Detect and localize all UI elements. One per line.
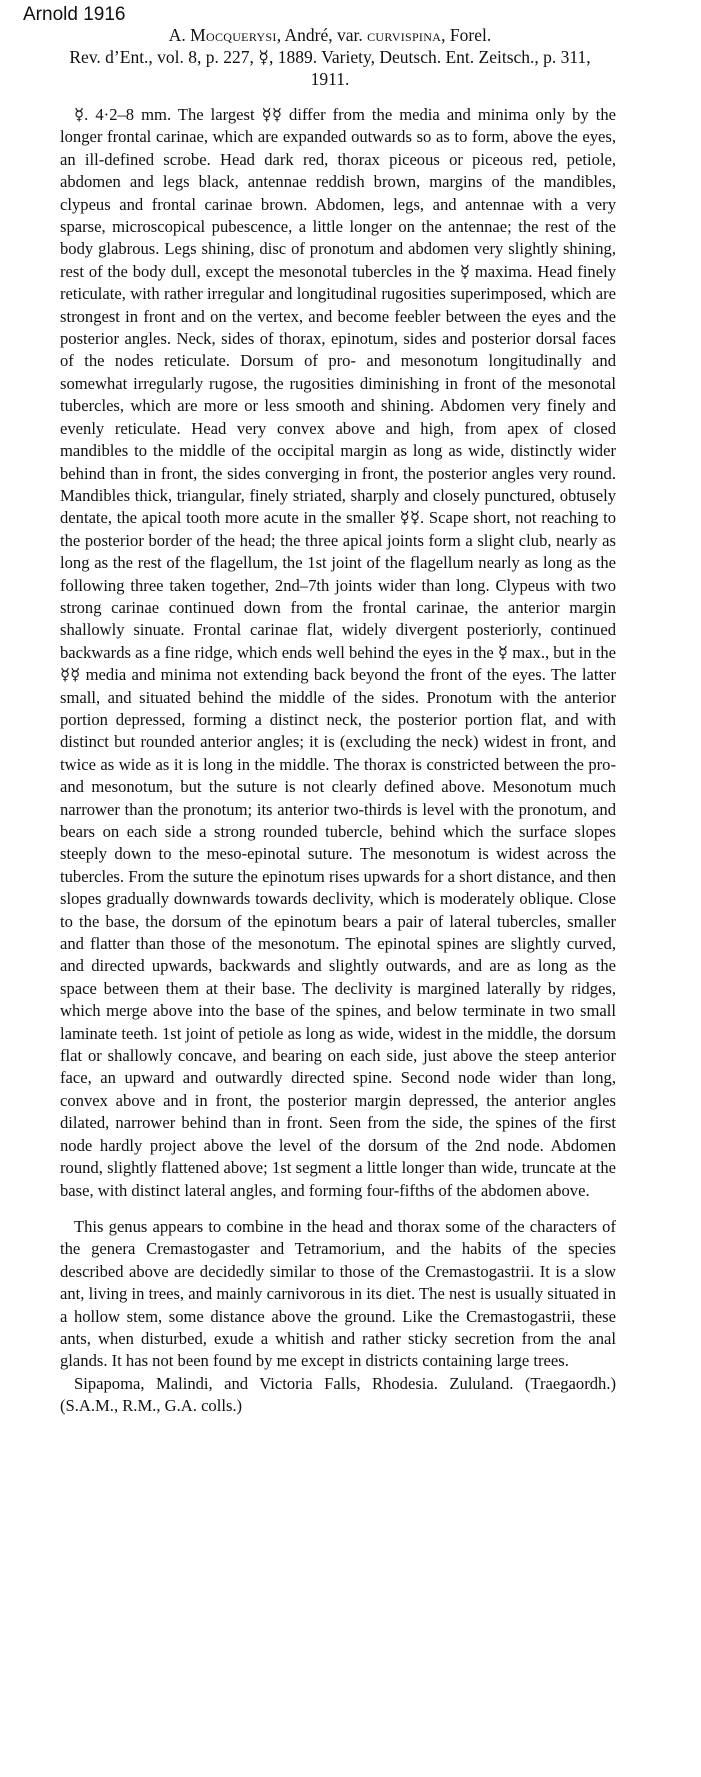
species-reference: Rev. d’Ent., vol. 8, p. 227, ☿, 1889. Variety, Deutsch. Ent. Zeitsch., p. 311, 1911. [69, 47, 591, 89]
description-paragraph: ☿. 4·2–8 mm. The largest ☿☿ differ from the media and minima only by the longer frontal carinae, which are expanded outwards so as to form, above the eyes, an ill-defined scrobe. Head dark red, thorax piceous or piceous red, petiole, abdomen and legs black, antennae reddish brown, margins of the mandibles, clypeus and frontal carinae brown. Abdomen, legs, and antennae with a very sparse, microscopical pubescence, a little longer on the antennae; the rest of the body glabrous. Legs shining, disc of pronotum and abdomen very slightly shining, rest of the body dull, except the mesonotal tubercles in the ☿ maxima. Head finely reticulate, with rather irregular and longitudinal rugosities superimposed, which are strongest in front and on the vertex, and become feebler between the eyes and the posterior angles. Neck, sides of thorax, epinotum, sides and posterior dorsal faces of the nodes reticulate. Dorsum of pro- and mesonotum longitudinally and somewhat irregularly rugose, the rugosities diminishing in front of the mesonotal tubercles, which are more or less smooth and shining. Abdomen very finely and evenly reticulate. Head very convex above and high, from apex of closed mandibles to the middle of the occipital margin as long as wide, distinctly wider behind than in front, the sides converging in front, the posterior angles very round. Mandibles thick, triangular, finely striated, sharply and closely punctured, obtusely dentate, the apical tooth more acute in the smaller ☿☿. Scape short, not reaching to the posterior border of the head; the three apical joints form a slight club, nearly as long as the rest of the flagellum, the 1st joint of the flagellum nearly as long as the following three taken together, 2nd–7th joints wider than long. Clypeus with two strong carinae continued down from the frontal carinae, the anterior margin shallowly sinuate. Frontal carinae flat, widely divergent posteriorly, continued backwards as a fine ridge, which ends well behind the eyes in the ☿ max., but in the ☿☿ media and minima not extending back beyond the front of the eyes. The latter small, and situated behind the middle of the sides. Pronotum with the anterior portion depressed, forming a distinct neck, the posterior portion flat, and with distinct but rounded anterior angles; it is (excluding the neck) widest in front, and twice as wide as it is long in the middle. The thorax is constricted between the pro- and mesonotum, but the suture is not clearly defined above. Mesonotum much narrower than the pronotum; its anterior two-thirds is level with the pronotum, and bears on each side a strong rounded tubercle, behind which the surface slopes steeply down to the meso-epinotal suture. The mesonotum is widest across the tubercles. From the suture the epinotum rises upwards for a short distance, and then slopes gradually downwards towards declivity, which is moderately oblique. Close to the base, the dorsum of the epinotum bears a pair of lateral tubercles, smaller and flatter than those of the mesonotum. The epinotal spines are slightly curved, and directed upwards, backwards and slightly outwards, and are as long as the space between them at their base. The declivity is margined laterally by ridges, which merge above into the base of the spines, and below terminate in two small laminate teeth. 1st joint of petiole as long as wide, widest in the middle, the dorsum flat or shallowly concave, and bearing on each side, just above the steep anterior face, an upward and outwardly directed spine. Second node wider than long, convex above and in front, the posterior margin depressed, the anterior angles dilated, narrower behind than in front. Seen from the side, the spines of the first node hardly project above the level of the dorsum of the 2nd node. Abdomen round, slightly flattened above; 1st segment a little longer than wide, truncate at the base, with distinct lateral angles, and forming four-fifths of the abdomen above. [60, 105, 616, 1200]
species-title [50, 24, 610, 46]
body-text [60, 104, 616, 1418]
species-header [50, 24, 610, 90]
localities-paragraph: Sipapoma, Malindi, and Victoria Falls, Rhodesia. Zululand. (Traegaordh.) (S.A.M., R.M., G.A. colls.) [60, 1373, 616, 1416]
title-prefix: A. [168, 25, 191, 45]
variety-name: curvispina [367, 25, 442, 45]
title-suffix: , Forel. [441, 25, 492, 45]
species-name: Mocquerysi [190, 25, 277, 45]
title-mid: , André, var. [276, 25, 368, 45]
genus-remarks-paragraph: This genus appears to combine in the head and thorax some of the characters of the genera Cremastogaster and Tetramorium, and the habits of the species described above are decidedly similar to those of the Cremastogastrii. It is a slow ant, living in trees, and mainly carnivorous in its diet. The nest is usually situated in a hollow stem, some distance above the ground. Like the Cremastogastrii, these ants, when disturbed, exude a whitish and rather sticky secretion from the anal glands. It has not been found by me except in districts containing large trees. [60, 1216, 616, 1371]
source-label: Arnold 1916 [23, 4, 126, 25]
